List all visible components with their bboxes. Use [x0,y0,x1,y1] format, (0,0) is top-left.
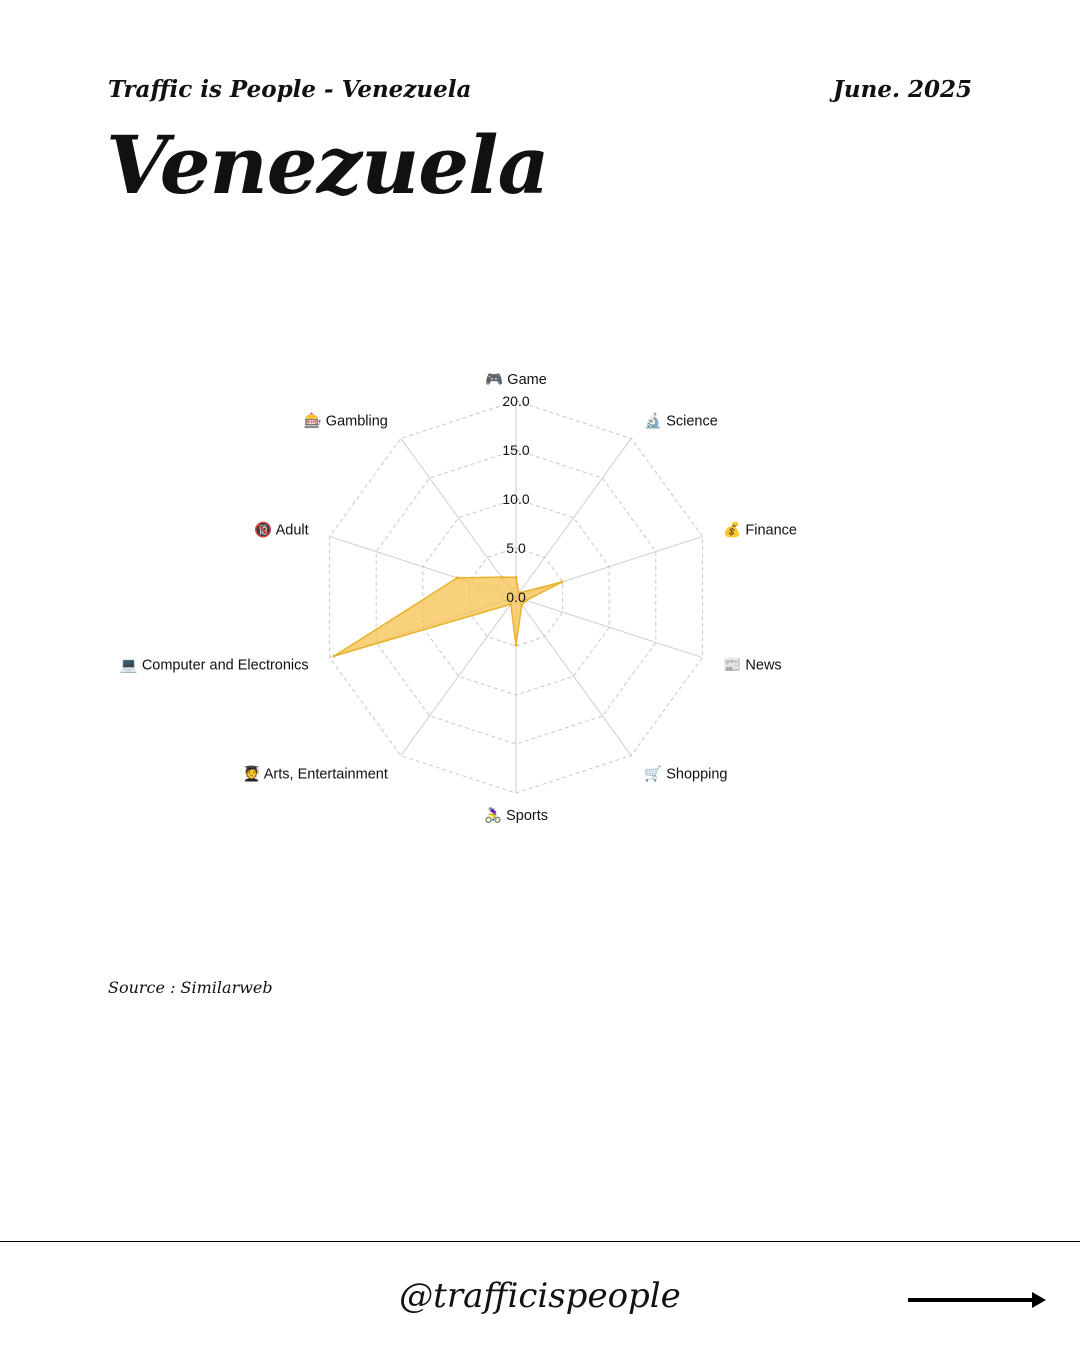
grid-spoke [401,438,516,597]
category-label: 🔞 Adult [254,522,309,539]
radial-tick-label: 5.0 [506,540,526,556]
category-label: 💰 Finance [723,522,798,539]
footer-divider [0,1241,1080,1242]
data-point [515,576,518,579]
data-point [456,576,459,579]
category-label: 🚴‍♀️ Sports [484,808,548,824]
header-subtitle: Traffic is People - Venezuela [108,76,472,103]
data-point [560,581,563,584]
category-label: 🎮 Game [485,372,547,388]
page-title: Venezuela [106,118,549,212]
series-area [334,577,561,656]
arrow-right-icon[interactable] [908,1288,1048,1312]
data-point [333,655,336,658]
footer-handle[interactable]: @trafficispeople [399,1276,681,1316]
category-label: 💻 Computer and Electronics [119,657,309,674]
category-label: 🛒 Shopping [644,766,728,783]
source-note: Source : Similarweb [108,978,273,997]
category-label: 🎰 Gambling [303,413,388,430]
category-label: 🧑‍🎓 Arts, Entertainment [242,766,388,783]
radial-tick-label: 20.0 [502,393,530,409]
radial-tick-label: 15.0 [502,442,530,458]
data-point [500,576,503,579]
grid-spoke [516,597,631,756]
category-label: 📰 News [723,657,782,674]
grid-spoke [516,438,631,597]
data-point [515,644,518,647]
radial-tick-label: 0.0 [506,589,526,605]
grid-spoke [516,597,702,658]
radial-tick-label: 10.0 [502,491,530,507]
category-label: 🔬 Science [644,413,718,430]
header-date: June. 2025 [833,76,972,103]
